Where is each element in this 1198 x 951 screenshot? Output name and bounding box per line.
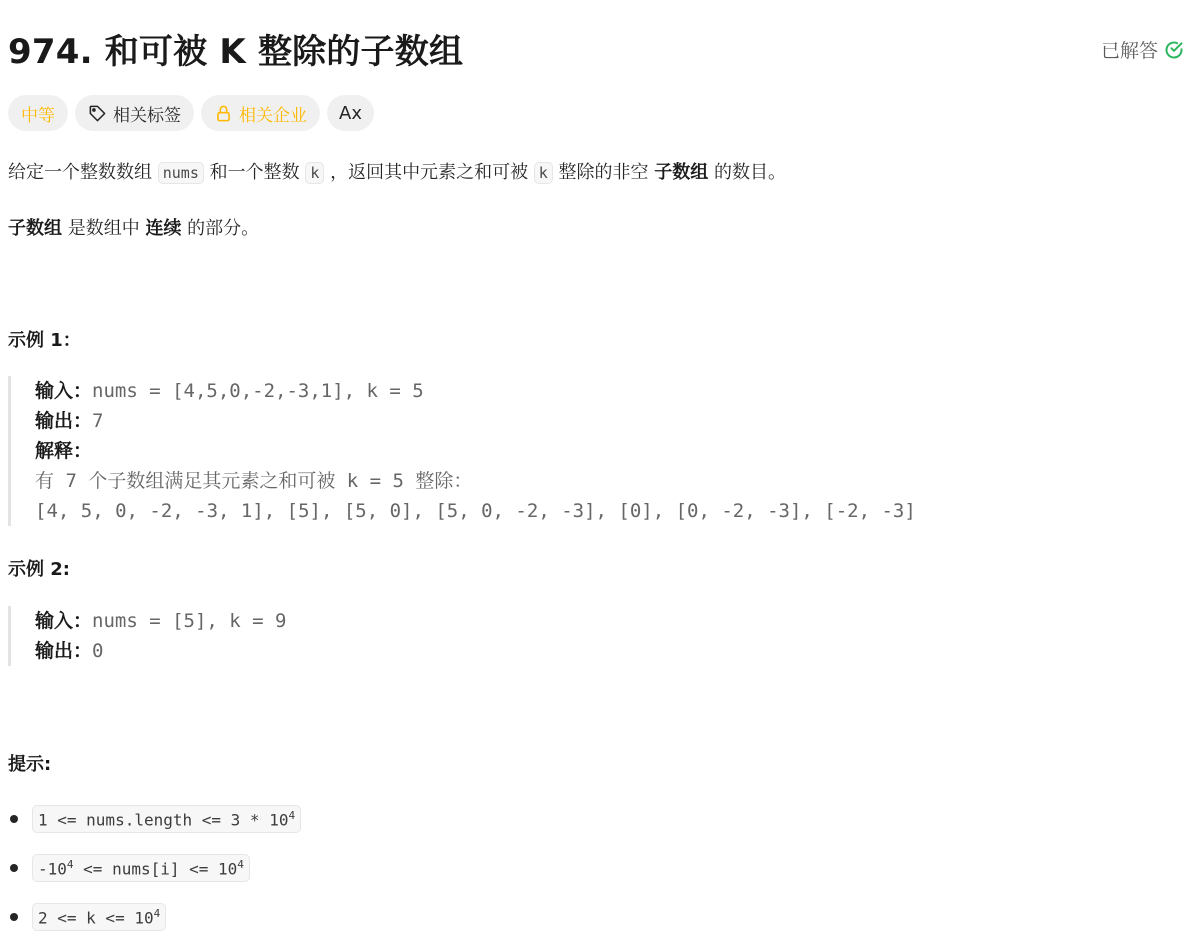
check-circle-icon — [1164, 40, 1184, 60]
example-1-input: 输入：nums = [4,5,0,-2,-3,1], k = 5 — [35, 380, 424, 402]
tag-icon — [88, 104, 107, 123]
example-1-heading: 示例 1： — [8, 330, 81, 351]
example-2-block — [8, 606, 286, 666]
topics-tag-button[interactable] — [75, 95, 194, 131]
example-1-explain-label: 解释： — [35, 440, 93, 462]
example-1-explain-line-2: [4, 5, 0, -2, -3, 1], [5], [5, 0], [5, 0, -2, -3], [0], [0, -2, -3], [-2, -3] — [35, 500, 916, 522]
description-paragraph-2: 子数组 是数组中 连续 的部分。 — [8, 218, 260, 239]
topics-tag-label: 相关标签 — [113, 105, 181, 126]
companies-tag-button[interactable] — [201, 95, 320, 131]
hint-item — [8, 853, 301, 883]
hint-item — [8, 804, 301, 834]
companies-tag-label: 相关企业 — [239, 105, 307, 126]
translate-icon: Ax — [339, 102, 362, 124]
difficulty-badge[interactable]: 中等 — [8, 95, 68, 131]
hint-item — [8, 902, 301, 932]
problem-title: 974. 和可被 K 整除的子数组 — [8, 32, 464, 72]
example-2-input: 输入：nums = [5], k = 9 — [35, 610, 287, 632]
example-2-heading: 示例 2: — [8, 559, 70, 580]
example-2-output: 输出：0 — [35, 640, 104, 662]
example-1-output: 输出：7 — [35, 410, 104, 432]
code-k: k — [534, 162, 553, 184]
tag-bar — [8, 95, 374, 131]
hints-heading: 提示: — [8, 754, 52, 775]
code-nums: nums — [158, 162, 204, 184]
description-paragraph-1: 给定一个整数数组 nums 和一个整数 k ，返回其中元素之和可被 k 整除的非空 子数组 的数目。 — [8, 162, 787, 183]
bullet-icon — [10, 913, 18, 921]
bullet-icon — [10, 815, 18, 823]
bullet-icon — [10, 864, 18, 872]
example-1-block — [8, 376, 916, 526]
solved-status-label: 已解答 — [1100, 40, 1158, 62]
solved-status[interactable] — [1101, 36, 1184, 63]
hint-1-code: 1 <= nums.length <= $3 * 10^4$ — [32, 805, 301, 833]
code-k: k — [305, 162, 324, 184]
hints-list — [8, 804, 301, 951]
hint-3-code: $2 <= k <= 10^4$ — [32, 903, 166, 931]
example-1-explain-line-1: 有 7 个子数组满足其元素之和可被 k = 5 整除： — [35, 470, 473, 492]
hint-2-code: $-10^4$ <= nums[i] <= $10^4$ — [32, 854, 250, 882]
lock-icon — [214, 104, 233, 123]
translate-button[interactable] — [327, 95, 374, 131]
